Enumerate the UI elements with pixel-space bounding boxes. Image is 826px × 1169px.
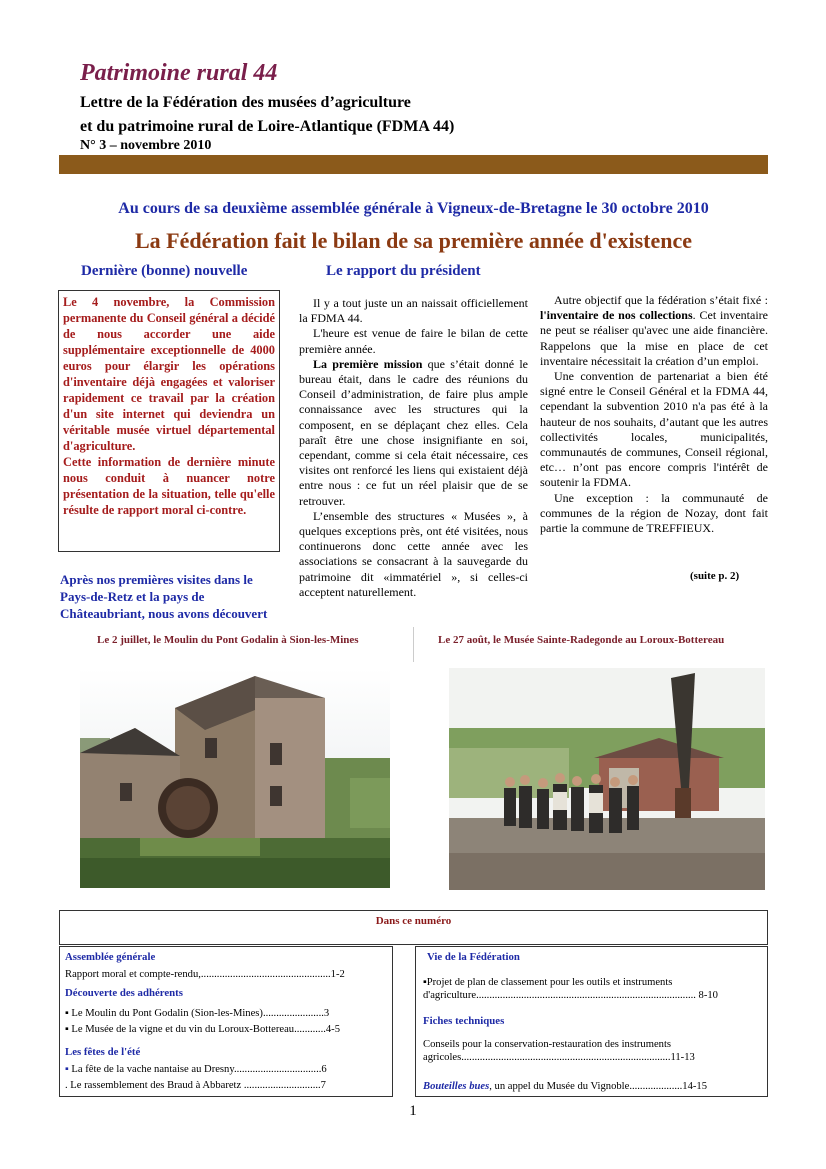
toc-title: Dans ce numéro [375,915,452,927]
toc-entry-text: La fête de la vache nantaise au Dresny.................................6 [68,1064,327,1075]
mill-photo [80,668,390,888]
news-heading: Dernière (bonne) nouvelle [81,263,248,279]
toc-entry[interactable]: Rapport moral et compte-rendu,.................................................1-2 [65,969,345,980]
toc-entry[interactable]: ▪ Le Musée de la vigne et du vin du Loroux-Bottereau............4-5 [65,1024,341,1035]
toc-entry[interactable]: Conseils pour la conservation-restauration des instruments agricoles...............................................................................11-13 [423,1039,695,1063]
report-text: . Cet inventaire ne peut se réaliser qu'avec une aide financière. Rappelons que la mise en place de cet inventaire nécessitait la création d’un emploi. [540,308,768,368]
visits-intro: Après nos premières visites dans le Pays-de-Retz et la pays de Châteaubriant, nous avons découvert [60,572,268,621]
report-text: Autre objectif que la fédération s’était fixé : [554,293,768,307]
latest-news-box [58,290,280,552]
toc-section-heading: Assemblée générale [65,951,156,963]
toc-entry[interactable] [423,1080,707,1093]
report-column-right [540,293,768,536]
report-paragraph: Une convention de partenariat a bien été signé entre le Conseil Général et la FDMA 44, cependant la subvention 2010 n'a pas été à la hauteur de nos souhaits, d’autant que les autres collectivités locales, municipalités, communautés de communes, Conseil régional, etc… n’ont pas encore compris l'intérêt de soutenir la FDMA. [540,369,768,490]
assembly-kicker: Au cours de sa deuxième assemblée générale à Vigneux-de-Bretagne le 30 octobre 2010 [118,200,709,217]
continued-note: (suite p. 2) [690,570,740,582]
toc-title-box [59,910,768,945]
report-text: que s’était donné le bureau était, dans le cadre des réunions du Conseil d’administration, de faire plus ample connaissance avec les structures qui la composent, en se déplaçant chez elles. Cela paraît être une chose insignifiante en soi, cependant, comme si cela était nécessaire, ces visites ont renforcé les liens qui existaient déjà entre nous : ce fut un réel plaisir que de se retrouver. [299,356,528,508]
toc-bullet: ▪ [65,1064,69,1075]
toc-entry[interactable]: ▪ Le Moulin du Pont Godalin (Sion-les-Mines).......................3 [65,1008,330,1019]
photo-caption-left: Le 2 juillet, le Moulin du Pont Godalin à Sion-les-Mines [97,634,359,646]
toc-entry[interactable] [65,1063,327,1076]
issue-number: N° 3 – novembre 2010 [80,138,212,153]
toc-entry-emphasis: Bouteilles bues [423,1081,490,1092]
report-emphasis: La première mission [313,356,423,371]
toc-left-box [59,946,393,1097]
toc-section-heading: Fiches techniques [423,1015,505,1027]
report-paragraph [299,357,528,509]
report-paragraph: L'heure est venue de faire le bilan de cette première année. [299,326,528,356]
page-number: 1 [409,1103,417,1119]
newsletter-title: Patrimoine rural 44 [80,60,278,86]
toc-section-heading: Découverte des adhérents [65,987,183,999]
report-paragraph: L’ensemble des structures « Musées », à quelques exceptions près, ont été visitées, nous continuerons donc cette année avec les associations se consacrant à la sauvegarde du patrimoine dit «immatériel », si celles-ci acceptent naturellement. [299,508,528,599]
masthead-divider-bar [59,155,768,174]
report-heading: Le rapport du président [326,263,481,279]
report-paragraph [540,293,768,369]
newsletter-subtitle-line1: Lettre de la Fédération des musées d’agriculture [80,94,411,111]
toc-entry[interactable]: . Le rassemblement des Braud à Abbaretz .............................7 [65,1080,326,1091]
toc-section-heading: Les fêtes de l'été [65,1046,141,1058]
news-paragraph: Le 4 novembre, la Commission permanente du Conseil général a décidé de nous accorder une aide supplémentaire exceptionnelle de 4000 euros pour élargir les opérations d'inventaire déjà engagées et valoriser rapidement ce travail par la création d'un site internet qui deviendra un véritable musée virtuel départemental d'agriculture. [63,295,275,453]
toc-entry-text: , un appel du Musée du Vignoble....................14-15 [489,1081,708,1092]
report-paragraph: Une exception : la communauté de communes de la région de Nozay, dont fait partie la commune de TREFFIEUX. [540,490,768,536]
toc-section-heading: Vie de la Fédération [427,951,520,963]
report-paragraph: Il y a tout juste un an naissait officiellement la FDMA 44. [299,296,528,326]
toc-right-box [415,946,768,1097]
caption-divider [413,627,414,662]
report-column-middle [299,296,528,600]
photo-caption-right: Le 27 août, le Musée Sainte-Radegonde au Loroux-Bottereau [438,634,725,646]
report-emphasis: l'inventaire de nos collections [540,308,693,323]
toc-entry[interactable]: ▪Projet de plan de classement pour les outils et instruments d'agriculture................................................................................... 8-10 [423,977,718,1001]
newsletter-subtitle-line2: et du patrimoine rural de Loire-Atlantique (FDMA 44) [80,118,455,135]
museum-visit-photo [449,668,765,890]
news-paragraph: Cette information de dernière minute nous conduit à nuancer notre présentation de la situation, telle qu'elle résulte de rapport moral ci-contre. [63,455,275,517]
main-headline: La Fédération fait le bilan de sa première année d'existence [134,228,693,253]
